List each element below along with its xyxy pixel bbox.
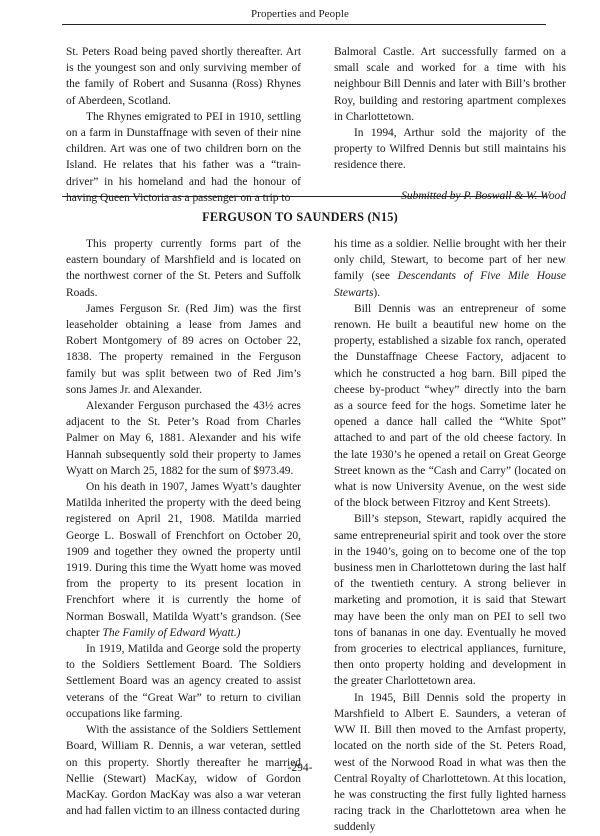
body-left-column [66, 236, 301, 819]
section-title: FERGUSON TO SAUNDERS (N15) [202, 210, 398, 224]
paragraph: With the assistance of the Soldiers Settlement Board, William R. Dennis, a war veteran, settled on this property. Shortly thereafter he married Nellie (Stewart) MacKay, widow of Gordon MacKay. Gordon MacKay was also a war veteran and had fallen victim to an illness contacted during [66, 724, 301, 818]
top-left-column [66, 44, 301, 206]
paragraph: Alexander Ferguson purchased the 43½ acres adjacent to the St. Peter’s Road from Charles Palmer on May 6, 1881. Alexander and his wife Hannah subsequently sold their property to James Wyatt on March 25, 1882 for the sum of $973.49. [66, 400, 301, 477]
chapter-reference: The Family of Edward Wyatt.) [102, 626, 241, 639]
paragraph [66, 479, 301, 641]
paragraph: The Rhynes emigrated to PEI in 1910, settling on a farm in Dunstaffnage with seven of their nine children. Art was one of two children born on the Island. He relates that his father was a “train-driver” in his homeland and had the honour of having Queen Victoria as a passenger on a trip to [66, 110, 301, 204]
body-right-column [334, 236, 566, 836]
header-rule [62, 24, 546, 25]
page-number: -294- [287, 762, 313, 774]
paragraph-text: his time as a soldier. Nellie brought with her their only child, Stewart, to become part of her new family (see [334, 238, 566, 283]
top-right-column [334, 44, 566, 204]
paragraph: James Ferguson Sr. (Red Jim) was the first leaseholder obtaining a lease from James and Robert Montgomery of 89 acres on October 22, 1838. The property remained in the Ferguson family but was split between two of Red Jim’s sons James Jr. and Alexander. [66, 302, 301, 396]
paragraph: Bill Dennis was an entrepreneur of some renown. He built a beautiful new home on the property, established a sizable fox ranch, operated the Dunstaffnage Cheese Factory, adjacent to which he constructed a hog barn. Bill piped the cheese by-product “whey” directly into the barn as a source feed for the hogs. Sometime later he opened a dance hall called the “White Spot” attached to and part of the old cheese factory. In the late 1930’s he opened a retail on Great George Street known as the “Cash and Carry” (located on what is now University Avenue, on the west side of the block between Fitzroy and Kent Streets). [334, 302, 566, 510]
paragraph: St. Peters Road being paved shortly thereafter. Art is the youngest son and only surviving member of the family of Robert and Susanna (Ross) Rhynes of Aberdeen, Scotland. [66, 46, 301, 107]
paragraph: In 1919, Matilda and George sold the property to the Soldiers Settlement Board. The Soldiers Settlement Board was an agency created to assist veterans of the “Great War” to return to civilian occupations like farming. [66, 643, 301, 720]
paragraph: Bill’s stepson, Stewart, rapidly acquired the same entrepreneurial spirit and took over the store in the 1940’s, going on to become one of the top business men in Charlottetown during the last half of the twentieth century. A strong believer in marketing and promotion, it is said that Stewart may have been the only man on PEI to sell two tons of bananas in one day. Eventually he moved from groceries to electrical appliances, furniture, then onto property holding and development in the greater Charlottetown area. [334, 513, 566, 688]
paragraph: This property currently forms part of the eastern boundary of Marshfield and is located on the northwest corner of the St. Peters and Suffolk Roads. [66, 238, 301, 299]
section-rule [62, 196, 546, 197]
running-header: Properties and People [250, 8, 350, 20]
paragraph: In 1994, Arthur sold the majority of the property to Wilfred Dennis but still maintains his residence there. [334, 127, 566, 172]
submitted-by: Submitted by P. Boswall & W. Wood [401, 189, 566, 202]
paragraph [334, 236, 566, 301]
paragraph-text: ). [373, 286, 381, 299]
paragraph-text: On his death in 1907, James Wyatt’s daughter Matilda inherited the property with the deed being registered on April 21, 1908. Matilda married George L. Boswall of Frenchfort on October 20, 1909 and together they owned the property until 1919. During this time the Wyatt home was moved from the property to its present location in Frenchfort where it is currently the home of Norman Boswall, Matilda Wyatt’s grandson. (See chapter [66, 481, 301, 639]
paragraph: Balmoral Castle. Art successfully farmed on a small scale and worked for a time with his neighbour Bill Dennis and later with Bill’s brother Roy, building and restoring apartment complexes in Charlottetown. [334, 46, 566, 123]
paragraph: In 1945, Bill Dennis sold the property in Marshfield to Albert E. Saunders, a veteran of WW II. Bill then moved to the Arnfast property, located on the north side of the St. Peters Road, west of the Norwood Road in what was then the Central Royalty of Charlottetown. At this location, he was constructing the first fully lighted harness racing track in the Charlottetown area when he suddenly [334, 691, 566, 834]
chapter-reference: Descendants of Five Mile House Stewarts [334, 270, 566, 299]
